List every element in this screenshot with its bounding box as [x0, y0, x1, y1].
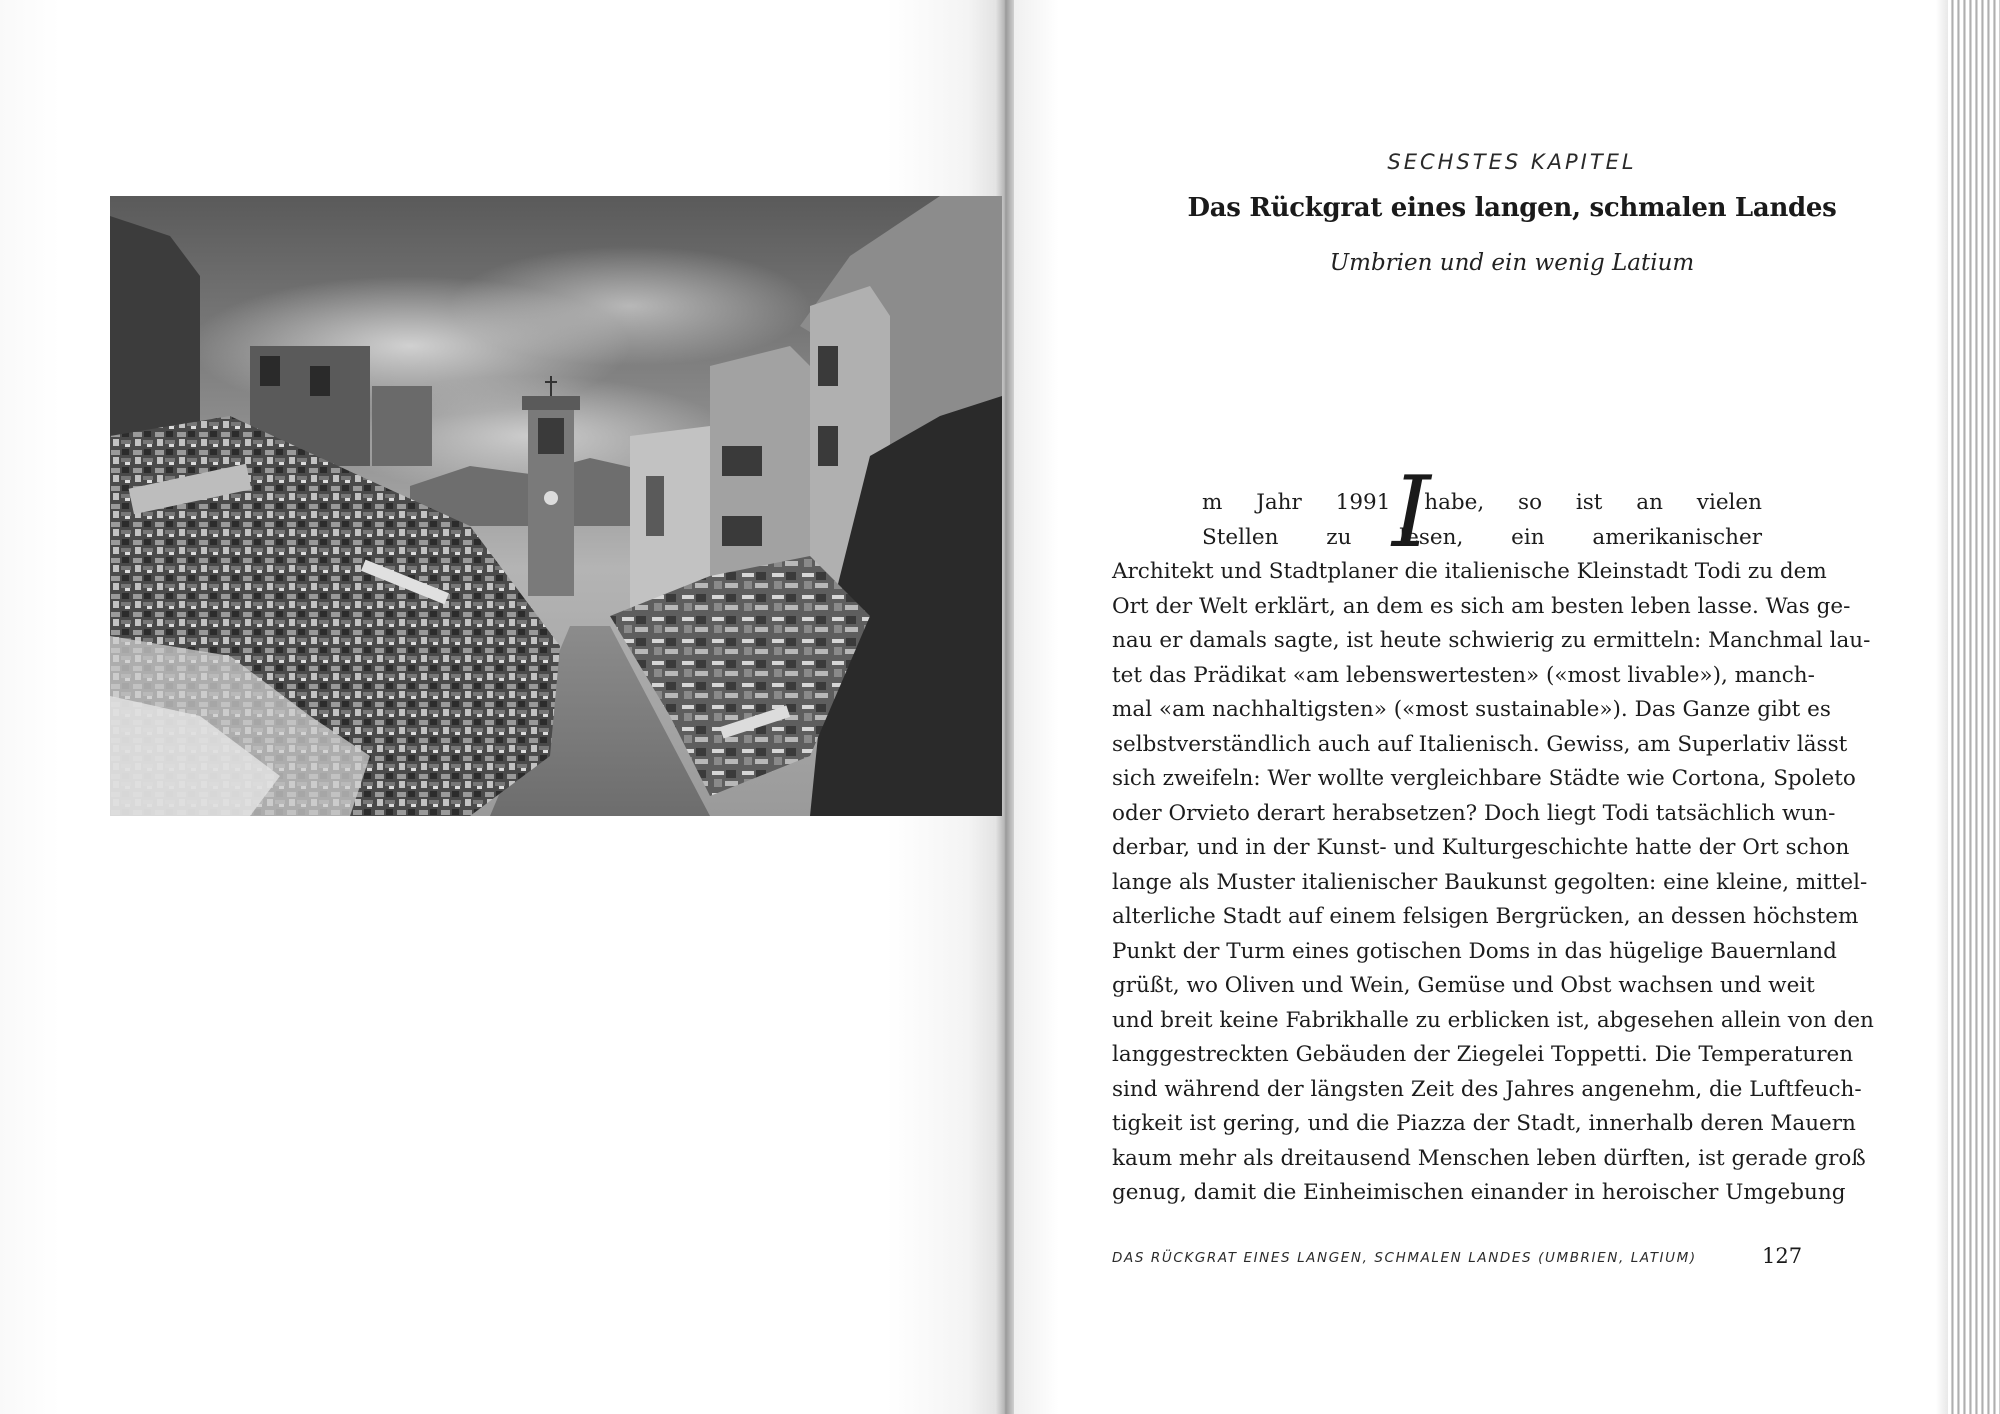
- body-line: sich zweifeln: Wer wollte vergleichbare Städte wie Cortona, Spoleto: [1112, 766, 1856, 791]
- body-line: derbar, und in der Kunst- und Kulturgeschichte hatte der Ort schon: [1112, 835, 1850, 860]
- chapter-label: SECHSTES KAPITEL: [1387, 150, 1637, 174]
- body-line: sind während der längsten Zeit des Jahres angenehm, die Luftfeuch-: [1112, 1076, 1862, 1102]
- page-stack-edge: [1948, 0, 2000, 1414]
- body-line: grüßt, wo Oliven und Wein, Gemüse und Obst wachsen und weit: [1112, 973, 1815, 998]
- rubble-street-photo: [110, 196, 1002, 816]
- body-line: oder Orvieto derart herabsetzen? Doch liegt Todi tatsächlich wun-: [1112, 800, 1836, 826]
- photo-image: [110, 196, 1002, 816]
- body-line: tigkeit ist gering, und die Piazza der Stadt, innerhalb deren Mauern: [1112, 1111, 1856, 1136]
- body-line: langgestreckten Gebäuden der Ziegelei Toppetti. Die Temperaturen: [1112, 1042, 1854, 1067]
- body-line: Ort der Welt erklärt, an dem es sich am besten leben lasse. Was ge-: [1112, 593, 1851, 619]
- drop-cap: I: [1392, 456, 1431, 570]
- body-line: alterliche Stadt auf einem felsigen Bergrücken, an dessen höchstem: [1112, 904, 1859, 929]
- body-line: Punkt der Turm eines gotischen Doms in das hügelige Bauernland: [1112, 938, 1837, 964]
- body-line: Stellen zu lesen, ein amerikanischer: [1202, 524, 1762, 550]
- chapter-subtitle: Umbrien und ein wenig Latium: [1329, 250, 1695, 276]
- body-line: lange als Muster italienischer Baukunst gegolten: eine kleine, mittel-: [1112, 869, 1868, 895]
- body-line: nau er damals sagte, ist heute schwierig zu ermitteln: Manchmal lau-: [1112, 628, 1871, 653]
- body-line: m Jahr 1991 habe, so ist an vielen: [1202, 490, 1762, 515]
- body-line: Architekt und Stadtplaner die italienische Kleinstadt Todi zu dem: [1112, 559, 1827, 584]
- body-line: und breit keine Fabrikhalle zu erblicken ist, abgesehen allein von den: [1112, 1007, 1874, 1033]
- chapter-title: Das Rückgrat eines langen, schmalen Landes: [1187, 193, 1837, 223]
- body-line: tet das Prädikat «am lebenswertesten» («most livable»), manch-: [1112, 662, 1815, 688]
- body-text: [1112, 486, 1874, 1211]
- body-line: mal «am nachhaltigsten» («most sustainable»). Das Ganze gibt es: [1112, 697, 1831, 722]
- running-footer: DAS RÜCKGRAT EINES LANGEN, SCHMALEN LANDES (UMBRIEN, LATIUM): [1112, 1250, 1697, 1266]
- body-line: genug, damit die Einheimischen einander in heroischer Umgebung: [1112, 1180, 1846, 1205]
- page-number: 127: [1762, 1244, 1803, 1268]
- body-line: kaum mehr als dreitausend Menschen leben dürften, ist gerade groß: [1112, 1145, 1866, 1171]
- body-line: selbstverständlich auch auf Italienisch. Gewiss, am Superlativ lässt: [1112, 731, 1848, 757]
